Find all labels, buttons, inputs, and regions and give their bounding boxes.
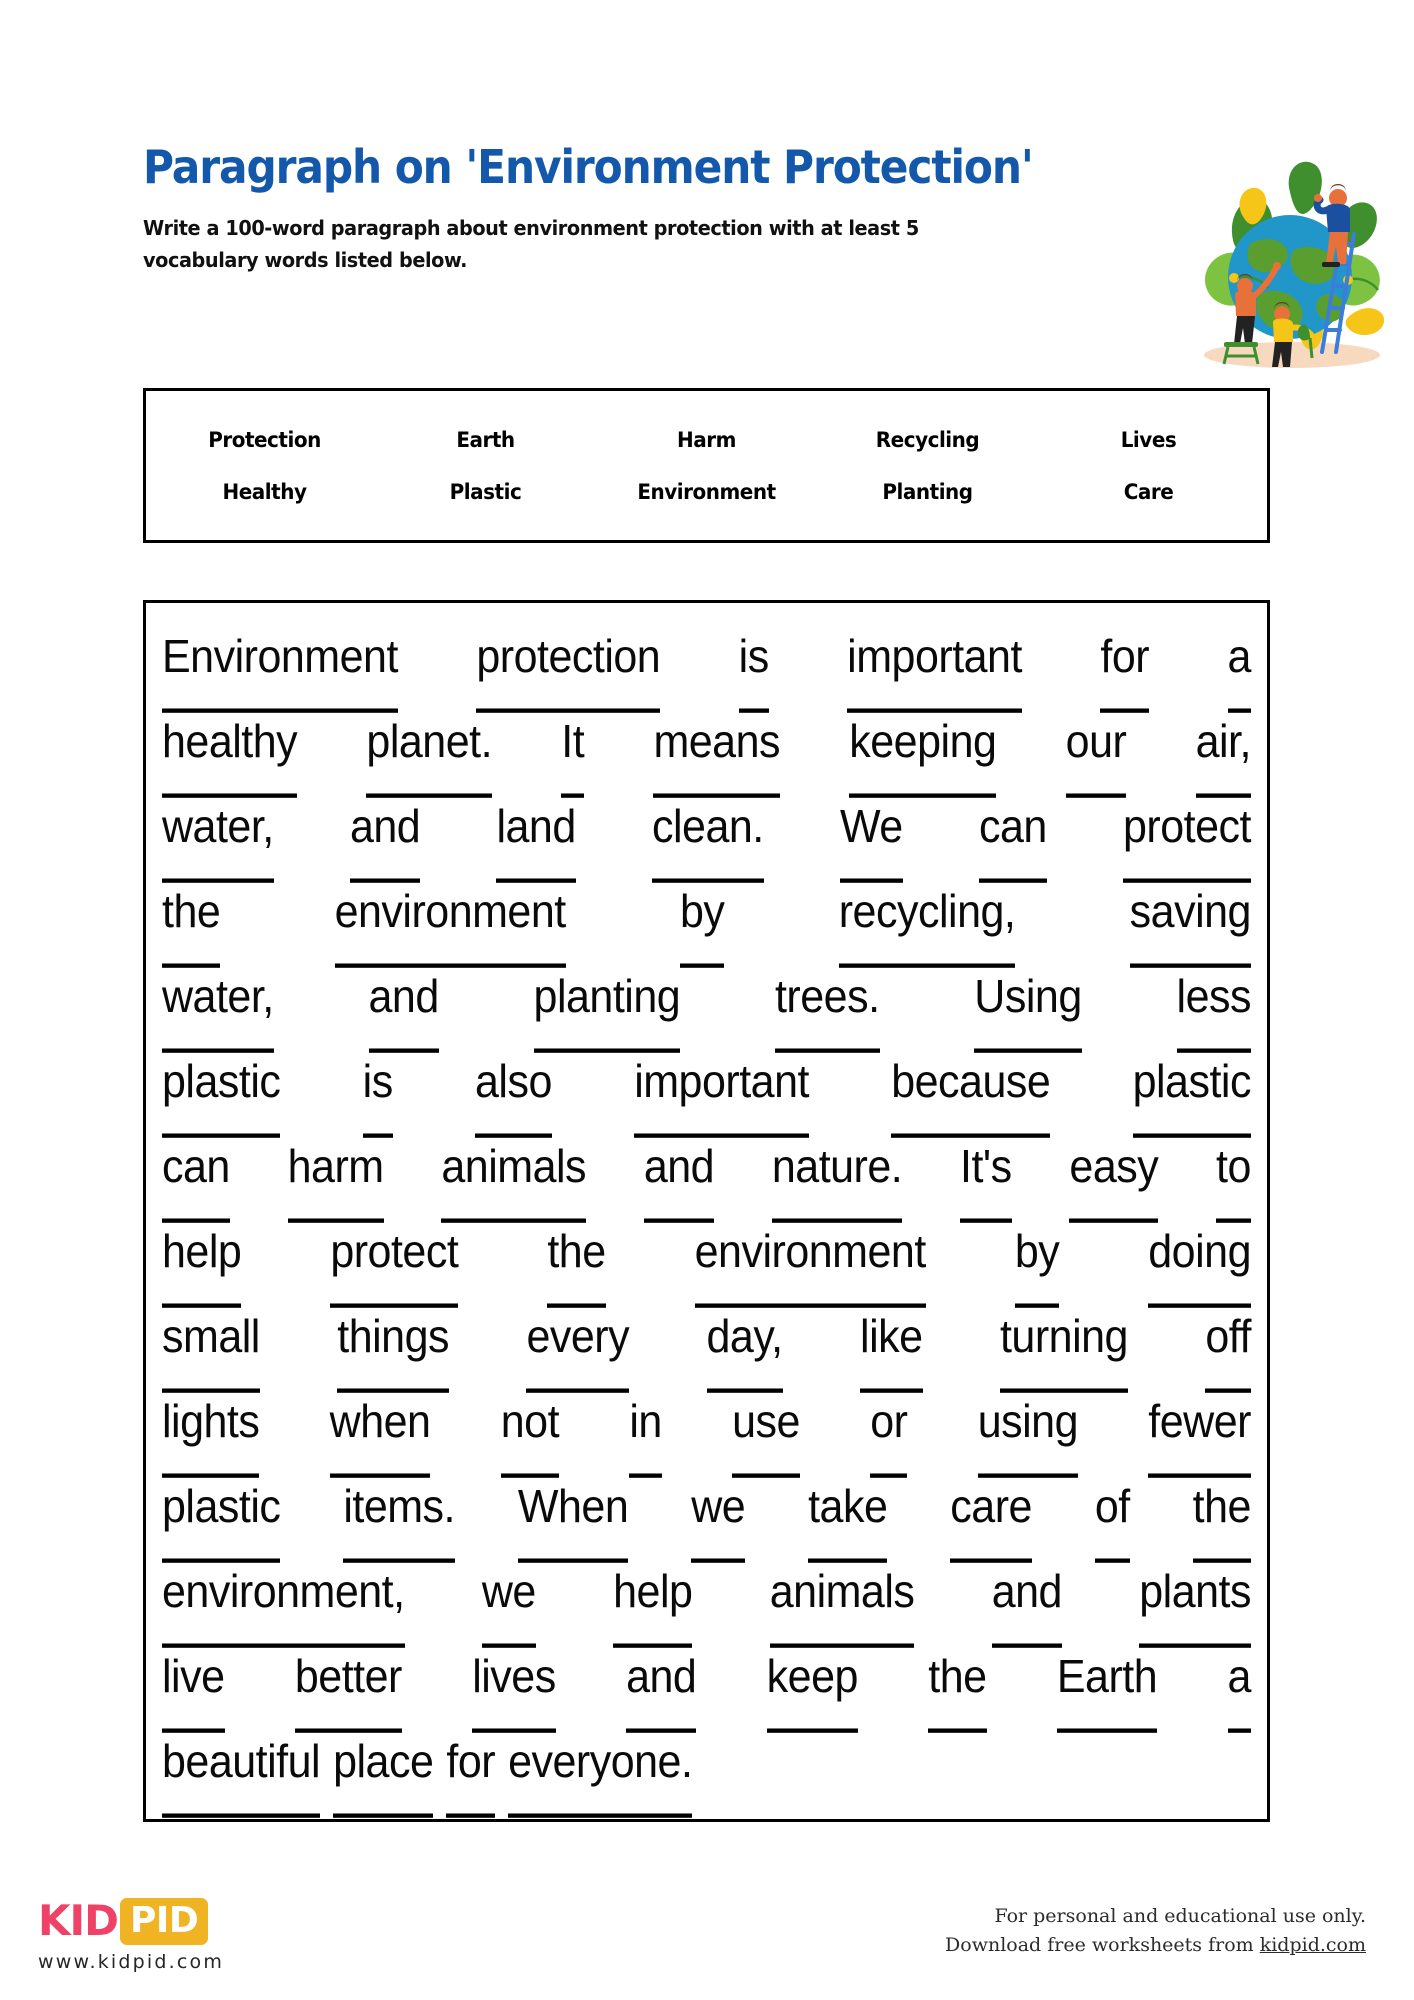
answer-word: keeping: [849, 706, 996, 798]
answer-word: water,: [162, 791, 274, 883]
answer-word: When: [518, 1471, 628, 1563]
answer-word: lights: [162, 1386, 259, 1478]
answer-word: environment,: [162, 1556, 405, 1648]
vocabulary-word: Protection: [208, 427, 321, 452]
answer-word: land: [496, 791, 575, 883]
vocabulary-word: Plastic: [449, 479, 522, 504]
answer-word: the: [1193, 1471, 1251, 1563]
answer-word: off: [1205, 1301, 1251, 1393]
answer-line: [162, 1301, 1251, 1393]
answer-word: keep: [767, 1641, 858, 1733]
answer-word: recycling,: [839, 876, 1016, 968]
answer-line: [162, 706, 1251, 798]
answer-word: Using: [974, 961, 1081, 1053]
answer-word: small: [162, 1301, 260, 1393]
answer-word: also: [475, 1046, 552, 1138]
answer-word: we: [691, 1471, 745, 1563]
vocabulary-row: [146, 480, 1267, 504]
page-instructions: Write a 100-word paragraph about environment protection with at least 5 vocabulary words listed below.: [143, 216, 919, 272]
answer-word: animals: [770, 1556, 915, 1648]
answer-word: everyone.: [508, 1726, 692, 1818]
answer-word: a: [1228, 621, 1251, 713]
answer-word: We: [840, 791, 903, 883]
answer-word: the: [547, 1216, 605, 1308]
answer-word: fewer: [1148, 1386, 1251, 1478]
answer-word: live: [162, 1641, 225, 1733]
answer-word: Earth: [1057, 1641, 1157, 1733]
answer-word: Environment: [162, 621, 398, 713]
answer-word: clean.: [652, 791, 764, 883]
answer-word: saving: [1130, 876, 1251, 968]
kidpid-logo: [38, 1898, 418, 1973]
page-header: [143, 140, 1273, 330]
answer-line: [162, 1386, 1251, 1478]
footer-note-line1: For personal and educational use only.: [994, 1905, 1366, 1927]
vocabulary-word: Recycling: [875, 427, 980, 452]
answer-word: take: [808, 1471, 887, 1563]
answer-word: because: [891, 1046, 1050, 1138]
answer-word: plastic: [1133, 1046, 1251, 1138]
answer-word: every: [526, 1301, 629, 1393]
answer-line: [162, 961, 1251, 1053]
answer-word: in: [629, 1386, 661, 1478]
logo-kid-text: KID: [38, 1896, 119, 1945]
answer-word: for: [446, 1726, 495, 1818]
vocabulary-word: Harm: [677, 427, 736, 452]
answer-word: protection: [476, 621, 660, 713]
answer-word: we: [482, 1556, 536, 1648]
answer-word: protect: [330, 1216, 458, 1308]
answer-paragraph: [162, 621, 1251, 1811]
vocabulary-box: [143, 388, 1270, 543]
answer-word: using: [978, 1386, 1078, 1478]
answer-word: day,: [707, 1301, 783, 1393]
answer-word: is: [363, 1046, 393, 1138]
answer-word: beautiful: [162, 1726, 320, 1818]
answer-word: of: [1095, 1471, 1130, 1563]
answer-word: to: [1216, 1131, 1251, 1223]
answer-word: better: [295, 1641, 402, 1733]
answer-word: when: [330, 1386, 431, 1478]
answer-word: important: [847, 621, 1022, 713]
kidpid-link[interactable]: kidpid.com: [1259, 1934, 1366, 1956]
answer-word: our: [1066, 706, 1127, 798]
logo-pid-badge: PID: [120, 1898, 208, 1945]
answer-word: a: [1228, 1641, 1251, 1733]
answer-word: items.: [343, 1471, 455, 1563]
answer-word: means: [653, 706, 780, 798]
vocabulary-word: Lives: [1120, 427, 1177, 452]
answer-word: and: [992, 1556, 1062, 1648]
answer-word: nature.: [772, 1131, 902, 1223]
answer-word: doing: [1148, 1216, 1251, 1308]
answer-word: animals: [441, 1131, 586, 1223]
answer-word: or: [870, 1386, 907, 1478]
vocabulary-word: Planting: [882, 479, 973, 504]
answer-word: and: [626, 1641, 696, 1733]
answer-word: harm: [288, 1131, 384, 1223]
answer-line: [162, 1726, 1251, 1818]
answer-line: [162, 1641, 1251, 1733]
answer-word: help: [162, 1216, 241, 1308]
answer-word: and: [369, 961, 439, 1053]
answer-word: plastic: [162, 1471, 280, 1563]
answer-line: [162, 621, 1251, 713]
answer-line: [162, 876, 1251, 968]
answer-word: is: [739, 621, 769, 713]
answer-word: less: [1177, 961, 1251, 1053]
answer-word: help: [613, 1556, 692, 1648]
vocabulary-row: [146, 428, 1267, 452]
answer-word: easy: [1069, 1131, 1158, 1223]
answer-word: protect: [1123, 791, 1251, 883]
answer-word: by: [680, 876, 724, 968]
answer-word: the: [162, 876, 220, 968]
answer-word: air,: [1196, 706, 1251, 798]
answer-word: can: [979, 791, 1047, 883]
answer-word: planting: [534, 961, 681, 1053]
answer-word: water,: [162, 961, 274, 1053]
answer-word: not: [501, 1386, 559, 1478]
earth-planting-illustration: [1190, 152, 1390, 372]
answer-word: plants: [1139, 1556, 1251, 1648]
answer-word: planet.: [366, 706, 492, 798]
answer-word: environment: [695, 1216, 926, 1308]
answer-word: healthy: [162, 706, 297, 798]
answer-word: plastic: [162, 1046, 280, 1138]
answer-line: [162, 1216, 1251, 1308]
vocabulary-word: Healthy: [222, 479, 307, 504]
answer-word: trees.: [775, 961, 880, 1053]
footer-note-line2: [945, 1931, 1366, 1960]
vocabulary-word: Care: [1123, 479, 1174, 504]
answer-word: like: [860, 1301, 923, 1393]
answer-word: turning: [1000, 1301, 1128, 1393]
answer-word: things: [337, 1301, 449, 1393]
answer-word: important: [634, 1046, 809, 1138]
answer-word: can: [162, 1131, 230, 1223]
answer-word: use: [732, 1386, 800, 1478]
answer-word: and: [350, 791, 420, 883]
answer-line: [162, 1471, 1251, 1563]
logo-mark: [38, 1898, 418, 1944]
answer-word: environment: [335, 876, 566, 968]
answer-word: the: [928, 1641, 986, 1733]
answer-word: It: [561, 706, 584, 798]
answer-line: [162, 1046, 1251, 1138]
answer-line: [162, 791, 1251, 883]
website-url: www.kidpid.com: [38, 1951, 225, 1973]
answer-line: [162, 1131, 1251, 1223]
answer-word: by: [1015, 1216, 1059, 1308]
page-title: Paragraph on 'Environment Protection': [143, 140, 1033, 194]
vocabulary-word: Earth: [456, 427, 515, 452]
vocabulary-word: Environment: [637, 479, 776, 504]
answer-word: It's: [960, 1131, 1012, 1223]
answer-line: [162, 1556, 1251, 1648]
answer-word: lives: [472, 1641, 556, 1733]
footer-note: [945, 1902, 1366, 1960]
answer-word: place: [333, 1726, 433, 1818]
answer-box[interactable]: [143, 600, 1270, 1822]
answer-word: care: [950, 1471, 1032, 1563]
answer-word: and: [644, 1131, 714, 1223]
answer-word: for: [1100, 621, 1149, 713]
footer-note-prefix: Download free worksheets from: [945, 1934, 1260, 1956]
